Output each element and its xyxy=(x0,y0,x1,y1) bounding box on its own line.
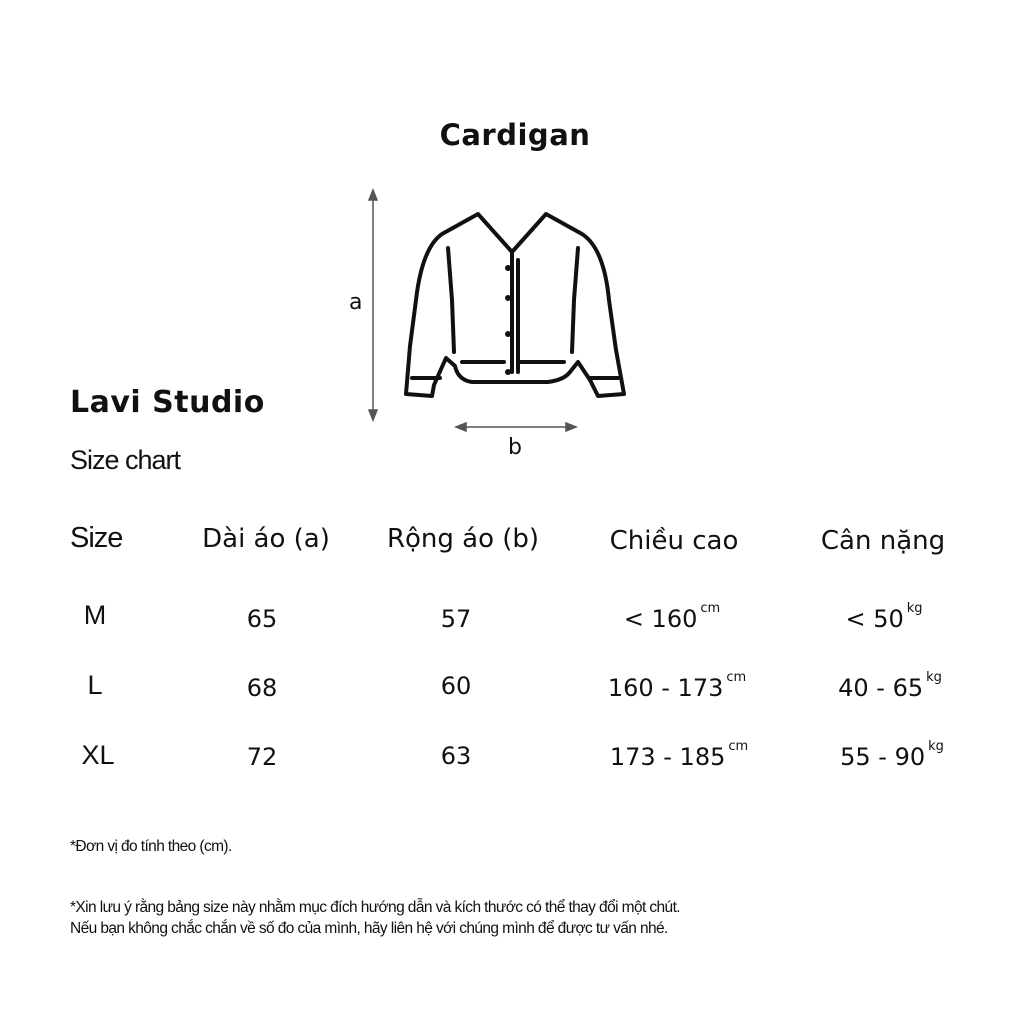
button-dot xyxy=(505,265,511,271)
dimension-b-arrow xyxy=(456,423,576,431)
button-dot xyxy=(505,331,511,337)
cardigan-outline xyxy=(406,214,624,396)
cardigan-diagram xyxy=(330,180,650,470)
width-cell: 63 xyxy=(440,742,472,770)
disclaimer-line-2: Nếu bạn không chắc chắn về số đo của mình, hãy liên hệ với chúng mình để được tư vấn nhé. xyxy=(70,920,668,937)
dimension-a-label: a xyxy=(349,290,363,315)
button-dot xyxy=(505,295,511,301)
height-cell: 160 - 173 $^{cm}$ xyxy=(607,670,747,702)
width-cell: 60 xyxy=(440,672,472,700)
height-cell: < 160 $^{cm}$ xyxy=(623,601,721,633)
weight-cell: 40 - 65 $^{kg}$ xyxy=(838,670,942,702)
weight-cell: 55 - 90 $^{kg}$ xyxy=(840,739,944,771)
size-cell: L xyxy=(87,670,103,700)
dimension-b-label: b xyxy=(508,435,522,460)
page-subtitle: Size chart xyxy=(70,445,181,475)
header-size: Size xyxy=(70,522,123,554)
length-cell: 72 xyxy=(246,743,278,771)
unit-note: *Đơn vị đo tính theo (cm). xyxy=(70,838,232,855)
header-weight: Cân nặng xyxy=(820,526,946,556)
product-title: Cardigan xyxy=(439,118,591,152)
brand-name: Lavi Studio xyxy=(70,385,265,420)
header-length: Dài áo (a) xyxy=(202,524,330,554)
dimension-a-arrow xyxy=(369,190,377,420)
header-height: Chiều cao xyxy=(609,526,739,556)
button-dot xyxy=(505,369,511,375)
size-cell: XL xyxy=(81,740,115,770)
weight-cell: < 50 $^{kg}$ xyxy=(845,601,923,633)
length-cell: 68 xyxy=(246,674,278,702)
length-cell: 65 xyxy=(246,605,278,633)
width-cell: 57 xyxy=(440,605,472,633)
size-cell: M xyxy=(83,600,107,630)
header-width: Rộng áo (b) xyxy=(386,524,540,554)
disclaimer-line-1: *Xin lưu ý rằng bảng size này nhằm mục đích hướng dẫn và kích thước có thể thay đổi một chút. xyxy=(70,899,680,916)
height-cell: 173 - 185 $^{cm}$ xyxy=(609,739,749,771)
